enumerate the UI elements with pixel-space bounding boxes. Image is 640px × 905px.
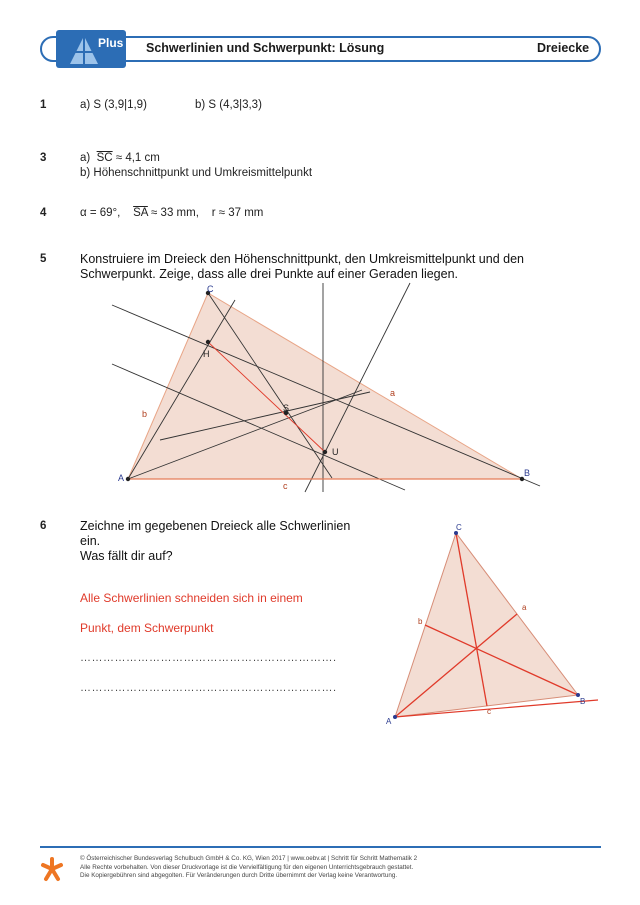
segment-sa: $\overline{SA}$: [133, 207, 148, 219]
task6-label-c: C: [456, 523, 462, 532]
task6-point-a: [393, 715, 397, 719]
footer-line-3: Die Kopiergebühren sind abgegolten. Für Veränderungen durch Dritte übernimmt der Verlag keine Verantwortung.: [80, 872, 398, 879]
task-number-3: 3: [40, 152, 47, 164]
task6-label-side-c: c: [487, 707, 491, 716]
label-c: C: [207, 284, 214, 294]
task1-answer-b: b) S (4,3|3,3): [195, 99, 262, 111]
badge-text: Plus: [98, 36, 124, 50]
task-number-6: 6: [40, 520, 47, 532]
label-s: S: [283, 403, 290, 413]
task3-a-value: ≈ 4,1 cm: [115, 152, 160, 164]
task6-label-side-b: b: [418, 617, 423, 626]
task6-label-side-a: a: [522, 603, 527, 612]
footer-line-1: © Österreichischer Bundesverlag Schulbuch GmbH & Co. KG, Wien 2017 | www.oebv.at | Schritt für Schritt Mathematik 2: [80, 855, 418, 862]
label-u: U: [332, 447, 339, 457]
task6-line3: Was fällt dir auf?: [80, 549, 173, 563]
page-title: Schwerlinien und Schwerpunkt: Lösung: [146, 41, 385, 55]
segment-sc: $\overline{SC}$: [96, 152, 113, 164]
task6-answer-line1: Alle Schwerlinien schneiden sich in einem: [80, 591, 303, 605]
task6-answer-line2: Punkt, dem Schwerpunkt: [80, 621, 214, 635]
task5-line1: Konstruiere im Dreieck den Höhenschnittpunkt, den Umkreismittelpunkt und den: [80, 252, 524, 266]
task3-a-prefix: a): [80, 152, 91, 164]
task-number-1: 1: [40, 99, 47, 111]
task6-line2: ein.: [80, 534, 101, 548]
footer-text: [80, 855, 580, 881]
sa-value: ≈ 33 mm,: [151, 207, 199, 219]
task1-answer-a: a) S (3,9|1,9): [80, 99, 147, 111]
label-side-c: c: [283, 481, 288, 491]
footer-divider: [40, 846, 601, 848]
label-side-a: a: [390, 388, 396, 398]
answer-dotted-line-1: ………………………………………………………….: [80, 652, 337, 664]
answer-dotted-line-2: ………………………………………………………….: [80, 682, 337, 694]
task5-line2: Schwerpunkt. Zeige, dass alle drei Punkte auf einer Geraden liegen.: [80, 267, 459, 281]
alpha-value: α = 69°,: [80, 207, 121, 219]
task3-answer-b: b) Höhenschnittpunkt und Umkreismittelpunkt: [80, 167, 313, 179]
task-number-5: 5: [40, 253, 47, 265]
label-h: H: [203, 349, 210, 359]
label-a: A: [118, 473, 125, 483]
task6-label-b: B: [580, 697, 586, 706]
section-title: Dreiecke: [537, 41, 590, 55]
task6-line1: Zeichne im gegebenen Dreieck alle Schwerlinien: [80, 519, 351, 533]
task6-label-a: A: [386, 717, 392, 726]
footer-line-2: Alle Rechte vorbehalten. Von dieser Druckvorlage ist die Vervielfältigung für den eigenen Unterrichtsgebrauch gestattet.: [80, 863, 414, 871]
label-b: B: [524, 468, 531, 478]
task-number-4: 4: [40, 207, 47, 219]
publisher-logo-icon: [40, 856, 64, 882]
label-side-b: b: [142, 409, 148, 419]
radius-value: r ≈ 37 mm: [211, 207, 264, 219]
